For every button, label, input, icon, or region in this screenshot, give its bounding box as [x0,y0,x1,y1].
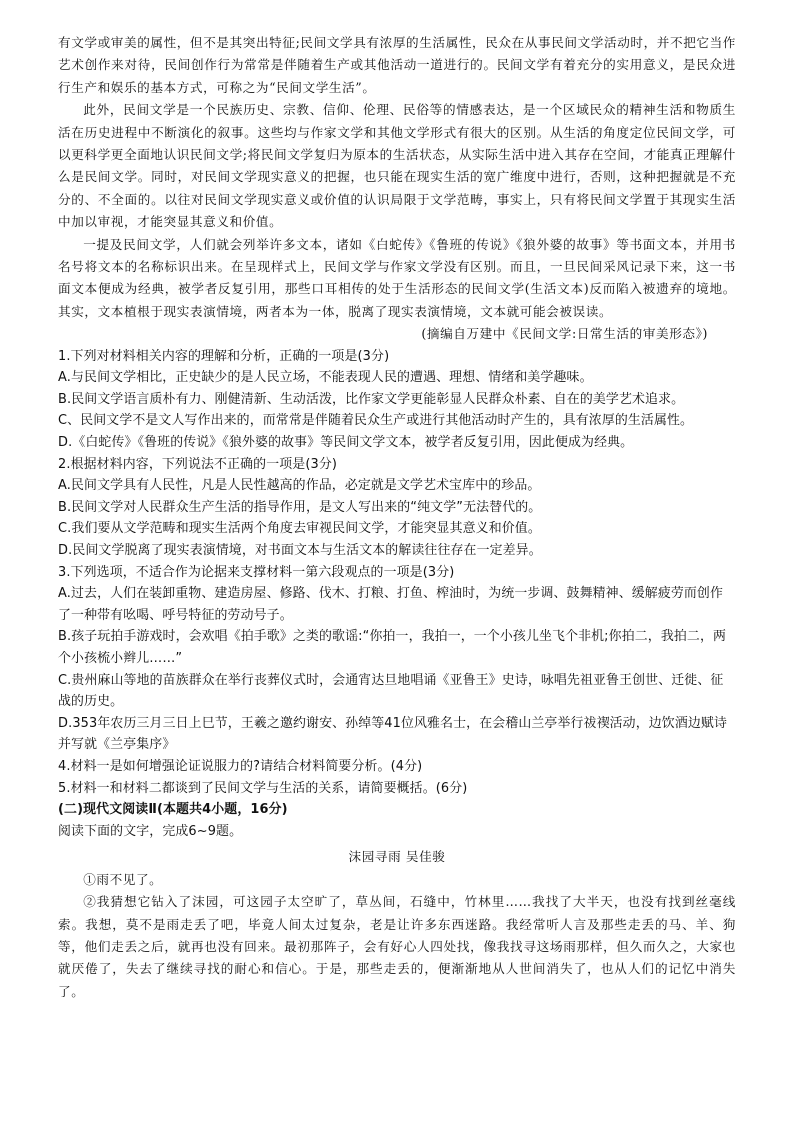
reading-passage [58,846,736,1003]
question-4: 4.材料一是如何增强论证说服力的?请结合材料简要分析。(4分) [58,758,423,774]
option-b: B.孩子玩拍手游戏时，会欢唱《拍手歌》之类的歌谣:“你拍一，我拍一，一个小孩儿坐飞个非机;你拍二，我拍二，两个小孩梳小辫儿……” [58,629,727,666]
question-2 [58,454,736,562]
option-c: C、民间文学不是文人写作出来的，而常常是伴随着民众生产或进行其他活动时产生的，具有浓厚的生活属性。 [58,413,694,429]
option-c: C.贵州麻山等地的苗族群众在举行丧葬仪式时，会通宵达旦地唱诵《亚鲁王》史诗，咏唱先祖亚鲁王创世、迁徙、征战的历史。 [58,672,724,710]
question-5: 5.材料一和材料二都谈到了民间文学与生活的关系，请简要概括。(6分) [58,780,468,796]
passage-title: 沫园寻雨 吴佳骏 [348,849,446,865]
option-d: D.353年农历三月三日上巳节，王羲之邀约谢安、孙绰等41位风雅名士，在会稽山兰亭举行祓禊活动，边饮酒边赋诗并写就《兰亭集序》 [58,715,727,753]
passage-paragraph: ②我猜想它钻入了沫园，可这园子太空旷了，草丛间，石缝中，竹林里……我找了大半天，也没有找到丝毫线索。我想，莫不是雨走丢了吧，毕竟人间太过复杂，老是让许多东西迷路。我经常听人言及那些走丢的马、羊、狗等，他们走丢之后，就再也没有回来。最初那阵子，会有好心人四处找，像我找寻这场雨那样，但久而久之，大家也就厌倦了，失去了继续寻找的耐心和信心。于是，那些走丢的，便渐渐地从人世间消失了，也从人们的记忆中消失了。 [58,894,736,999]
material-source: (摘编自万建中《民间文学:日常生活的审美形态》) [421,326,708,342]
option-d: D.《白蛇传》《鲁班的传说》《狼外婆的故事》等民间文学文本，被学者反复引用，因此便成为经典。 [58,435,634,451]
question-3 [58,562,736,756]
section-heading: (二)现代文阅读Ⅱ(本题共4小题，16分) [58,802,288,818]
option-b: B.民间文学对人民群众生产生活的指导作用，是文人写出来的“纯文学”无法替代的。 [58,499,542,515]
question-stem: 1.下列对材料相关内容的理解和分析，正确的一项是(3分) [58,348,390,364]
section-instruction: 阅读下面的文字，完成6~9题。 [58,823,243,839]
option-a: A.民间文学具有人民性，凡是人民性越高的作品，必定就是文学艺术宝库中的珍品。 [58,478,541,494]
material-one [58,32,736,346]
question-stem: 3.下列选项，不适合作为论据来支撑材料一第六段观点的一项是(3分) [58,564,455,580]
passage-paragraph: ①雨不见了。 [83,871,163,887]
option-a: A.过去，人们在装卸重物、建造房屋、修路、伐木、打粮、打鱼、榨油时，为统一步调、鼓舞精神、缓解疲劳而创作了一种带有吆喝、呼号特征的劳动号子。 [58,586,724,623]
material-paragraph: 有文学或审美的属性，但不是其突出特征;民间文学具有浓厚的生活属性，民众在从事民间文学活动时，并不把它当作艺术创作来对待，民间创作行为常常是伴随着生产或其他活动一道进行的。民间文学有着充分的实用意义，是民众进行生产和娱乐的基本方式，可称之为“民间文学生活”。 [58,35,736,95]
material-paragraph: 一提及民间文学，人们就会列举许多文本，诸如《白蛇传》《鲁班的传说》《狼外婆的故事》等书面文本，并用书名号将文本的名称标识出来。在呈现样式上，民间文学与作家文学没有区别。而且，一旦民间采风记录下来，这一书面文本便成为经典，被学者反复引用，那些口耳相传的处于生活形态的民间文学(生活文本)反而陷入被遗弃的境地。其实，文本植根于现实表演情境，两者本为一体，脱离了现实表演情境，文本就可能会被误读。 [58,236,736,319]
material-paragraph: 此外，民间文学是一个民族历史、宗教、信仰、伦理、民俗等的情感表达，是一个区域民众的精神生活和物质生活在历史进程中不断演化的叙事。这些均与作家文学和其他文学形式有很大的区别。从生活的角度定位民间文学，可以更科学更全面地认识民间文学;将民间文学复归为原本的生活状态，从实际生活中进入其存在空间，才能真正理解什么是民间文学。同时，对民间文学现实意义的把握，也只能在现实生活的宽广维度中进行，否则，这种把握就是不充分的、不全面的。以往对民间文学现实意义或价值的认识局限于文学范畴，事实上，只有将民间文学置于其现实生活中加以审视，才能突显其意义和价值。 [58,102,736,230]
option-a: A.与民间文学相比，正史缺少的是人民立场，不能表现人民的遭遇、理想、情绪和美学趣味。 [58,370,593,386]
option-b: B.民间文学语言质朴有力、刚健清新、生动活泼，比作家文学更能彰显人民群众朴素、自在的美学艺术追求。 [58,391,685,407]
questions [58,346,736,843]
question-stem: 2.根据材料内容，下列说法不正确的一项是(3分) [58,456,338,472]
option-d: D.民间文学脱离了现实表演情境，对书面文本与生活文本的解读往往存在一定差异。 [58,543,542,559]
question-1 [58,346,736,454]
option-c: C.我们要从文学范畴和现实生活两个角度去审视民间文学，才能突显其意义和价值。 [58,521,541,537]
